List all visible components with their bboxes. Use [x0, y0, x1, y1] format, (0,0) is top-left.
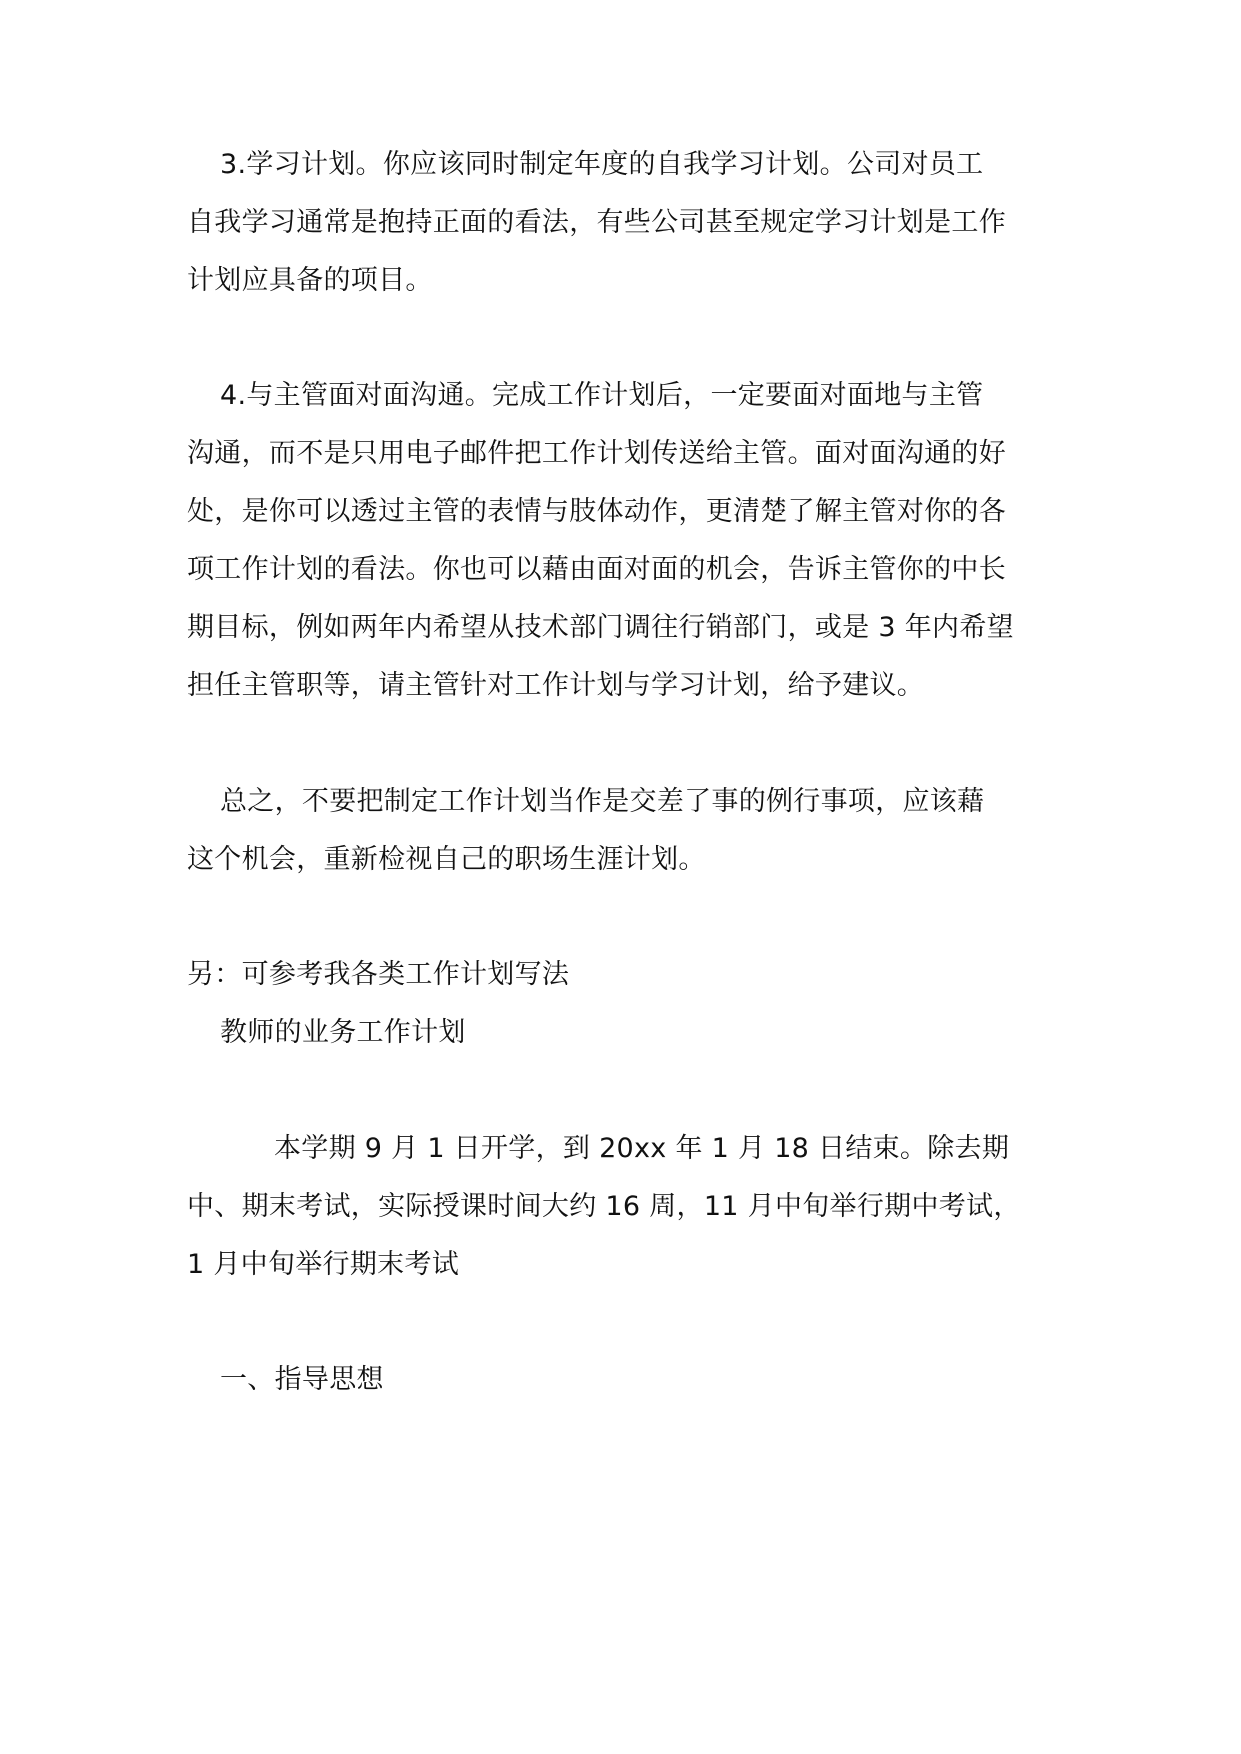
paragraph-line: 期目标，例如两年内希望从技术部门调往行销部门，或是 3 年内希望 [187, 612, 1014, 643]
paragraph-line: 4.与主管面对面沟通。完成工作计划后，一定要面对面地与主管 [220, 380, 984, 411]
paragraph-line: 担任主管职等，请主管针对工作计划与学习计划，给予建议。 [187, 670, 925, 701]
paragraph-line: 总之，不要把制定工作计划当作是交差了事的例行事项，应该藉 [220, 786, 985, 817]
paragraph-line: 另：可参考我各类工作计划写法 [187, 959, 570, 990]
paragraph-line: 中、期末考试，实际授课时间大约 16 周，11 月中旬举行期中考试， [187, 1191, 1021, 1222]
paragraph-line: 3.学习计划。你应该同时制定年度的自我学习计划。公司对员工 [220, 149, 984, 180]
paragraph-line: 沟通，而不是只用电子邮件把工作计划传送给主管。面对面沟通的好 [187, 438, 1006, 469]
section-heading: 一、指导思想 [220, 1364, 384, 1395]
paragraph-line: 计划应具备的项目。 [187, 265, 433, 296]
paragraph-line: 项工作计划的看法。你也可以藉由面对面的机会，告诉主管你的中长 [187, 554, 1006, 585]
paragraph-line: 这个机会，重新检视自己的职场生涯计划。 [187, 844, 706, 875]
paragraph-line: 本学期 9 月 1 日开学，到 20xx 年 1 月 18 日结束。除去期 [274, 1133, 1010, 1164]
section-title: 教师的业务工作计划 [220, 1017, 466, 1048]
paragraph-line: 处，是你可以透过主管的表情与肢体动作，更清楚了解主管对你的各 [187, 496, 1006, 527]
paragraph-line: 1 月中旬举行期末考试 [187, 1249, 460, 1280]
document-page [187, 0, 1057, 1754]
paragraph-line: 自我学习通常是抱持正面的看法，有些公司甚至规定学习计划是工作 [187, 207, 1006, 238]
